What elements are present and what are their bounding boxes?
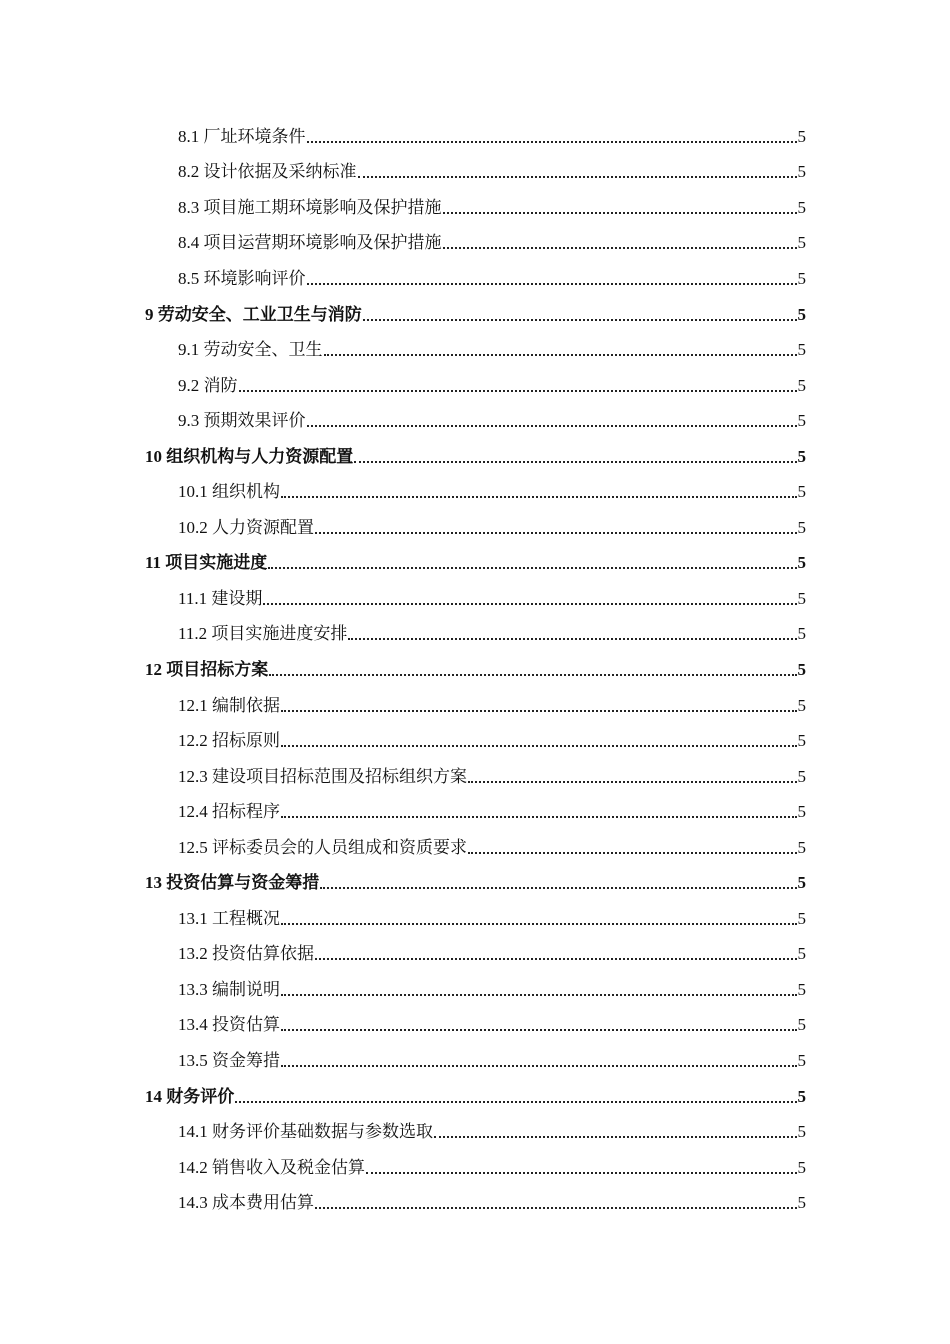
toc-dot-leader [324,340,797,360]
toc-entry-title: 14 财务评价 [145,1086,235,1106]
toc-entry-title: 10 组织机构与人力资源配置 [145,446,354,466]
toc-entry-title: 12.2 招标原则 [178,731,280,751]
toc-entry-page-number: 5 [797,731,806,751]
table-of-contents [0,119,950,1221]
toc-dot-leader [315,1193,797,1213]
toc-entry-title: 9 劳动安全、工业卫生与消防 [145,304,362,324]
toc-entry-page-number: 5 [797,233,806,253]
toc-section-entry[interactable] [0,794,950,830]
toc-section-entry[interactable] [0,972,950,1008]
toc-dot-leader [281,731,797,751]
toc-dot-leader [366,1158,797,1178]
toc-entry-title: 13.3 编制说明 [178,979,280,999]
toc-dot-leader [281,482,797,502]
toc-dot-leader [363,305,797,325]
toc-entry-page-number: 5 [797,908,806,928]
toc-entry-page-number: 5 [797,1086,806,1106]
toc-entry-title: 12.3 建设项目招标范围及招标组织方案 [178,766,467,786]
toc-entry-page-number: 5 [797,197,806,217]
toc-entry-page-number: 5 [797,588,806,608]
toc-section-entry[interactable] [0,688,950,724]
toc-entry-title: 13.4 投资估算 [178,1015,280,1035]
toc-entry-page-number: 5 [797,1050,806,1070]
toc-entry-title: 12.1 编制依据 [178,695,280,715]
toc-entry-page-number: 5 [797,837,806,857]
toc-dot-leader [235,1087,796,1107]
toc-dot-leader [443,233,797,253]
toc-entry-page-number: 5 [797,268,806,288]
toc-section-entry[interactable] [0,723,950,759]
toc-dot-leader [434,1122,797,1142]
toc-section-entry[interactable] [0,155,950,191]
toc-entry-page-number: 5 [797,944,806,964]
toc-section-entry[interactable] [0,617,950,653]
toc-section-entry[interactable] [0,1043,950,1079]
toc-entry-page-number: 5 [797,766,806,786]
toc-entry-page-number: 5 [797,304,806,324]
toc-entry-page-number: 5 [797,1193,806,1213]
toc-entry-title: 11 项目实施进度 [145,553,268,573]
toc-entry-title: 12 项目招标方案 [145,659,269,679]
toc-dot-leader [281,1015,797,1035]
toc-chapter-entry[interactable] [0,297,950,333]
toc-entry-title: 13.2 投资估算依据 [178,944,314,964]
toc-entry-page-number: 5 [797,802,806,822]
toc-entry-title: 9.3 预期效果评价 [178,411,306,431]
toc-dot-leader [263,589,796,609]
toc-section-entry[interactable] [0,226,950,262]
toc-dot-leader [315,518,797,538]
toc-entry-page-number: 5 [797,340,806,360]
toc-entry-page-number: 5 [797,873,806,893]
toc-entry-page-number: 5 [797,979,806,999]
toc-entry-title: 8.2 设计依据及采纳标准 [178,162,357,182]
toc-section-entry[interactable] [0,261,950,297]
toc-entry-page-number: 5 [797,553,806,573]
toc-chapter-entry[interactable] [0,439,950,475]
toc-entry-title: 14.1 财务评价基础数据与参数选取 [178,1122,433,1142]
toc-entry-page-number: 5 [797,411,806,431]
toc-entry-title: 13 投资估算与资金筹措 [145,873,320,893]
toc-section-entry[interactable] [0,937,950,973]
toc-dot-leader [468,838,797,858]
toc-chapter-entry[interactable] [0,1079,950,1115]
toc-dot-leader [281,1051,797,1071]
toc-entry-title: 13.5 资金筹措 [178,1050,280,1070]
toc-dot-leader [269,660,796,680]
toc-entry-title: 12.5 评标委员会的人员组成和资质要求 [178,837,467,857]
toc-section-entry[interactable] [0,759,950,795]
toc-entry-page-number: 5 [797,482,806,502]
toc-dot-leader [239,376,797,396]
toc-section-entry[interactable] [0,830,950,866]
toc-entry-title: 14.3 成本费用估算 [178,1193,314,1213]
toc-dot-leader [281,980,797,1000]
toc-section-entry[interactable] [0,332,950,368]
toc-entry-page-number: 5 [797,375,806,395]
toc-section-entry[interactable] [0,510,950,546]
toc-dot-leader [315,944,797,964]
toc-dot-leader [307,127,797,147]
toc-entry-title: 10.2 人力资源配置 [178,517,314,537]
toc-dot-leader [354,447,796,467]
toc-dot-leader [281,909,797,929]
toc-entry-page-number: 5 [797,1122,806,1142]
toc-entry-title: 8.1 厂址环境条件 [178,126,306,146]
toc-entry-title: 9.1 劳动安全、卫生 [178,340,323,360]
toc-entry-page-number: 5 [797,624,806,644]
toc-chapter-entry[interactable] [0,865,950,901]
toc-dot-leader [443,198,797,218]
toc-dot-leader [281,802,797,822]
toc-section-entry[interactable] [0,368,950,404]
toc-section-entry[interactable] [0,474,950,510]
toc-entry-title: 11.2 项目实施进度安排 [178,624,348,644]
toc-entry-page-number: 5 [797,162,806,182]
toc-entry-title: 11.1 建设期 [178,588,263,608]
toc-entry-title: 10.1 组织机构 [178,482,280,502]
toc-dot-leader [268,553,796,573]
toc-section-entry[interactable] [0,1008,950,1044]
toc-section-entry[interactable] [0,190,950,226]
toc-entry-title: 8.5 环境影响评价 [178,268,306,288]
toc-section-entry[interactable] [0,901,950,937]
toc-dot-leader [358,162,797,182]
toc-entry-title: 8.3 项目施工期环境影响及保护措施 [178,197,442,217]
toc-entry-title: 13.1 工程概况 [178,908,280,928]
toc-chapter-entry[interactable] [0,546,950,582]
toc-section-entry[interactable] [0,1185,950,1221]
toc-section-entry[interactable] [0,1150,950,1186]
toc-section-entry[interactable] [0,1114,950,1150]
toc-entry-title: 8.4 项目运营期环境影响及保护措施 [178,233,442,253]
toc-entry-page-number: 5 [797,695,806,715]
toc-entry-title: 12.4 招标程序 [178,802,280,822]
toc-section-entry[interactable] [0,119,950,155]
toc-section-entry[interactable] [0,403,950,439]
toc-dot-leader [307,269,797,289]
toc-chapter-entry[interactable] [0,652,950,688]
toc-dot-leader [281,696,797,716]
toc-dot-leader [348,624,796,644]
toc-dot-leader [468,767,797,787]
toc-entry-title: 9.2 消防 [178,375,238,395]
toc-entry-page-number: 5 [797,1157,806,1177]
toc-dot-leader [320,873,796,893]
toc-entry-page-number: 5 [797,126,806,146]
toc-entry-page-number: 5 [797,659,806,679]
toc-entry-page-number: 5 [797,517,806,537]
toc-entry-title: 14.2 销售收入及税金估算 [178,1157,365,1177]
toc-section-entry[interactable] [0,581,950,617]
toc-entry-page-number: 5 [797,1015,806,1035]
toc-dot-leader [307,411,797,431]
toc-entry-page-number: 5 [797,446,806,466]
